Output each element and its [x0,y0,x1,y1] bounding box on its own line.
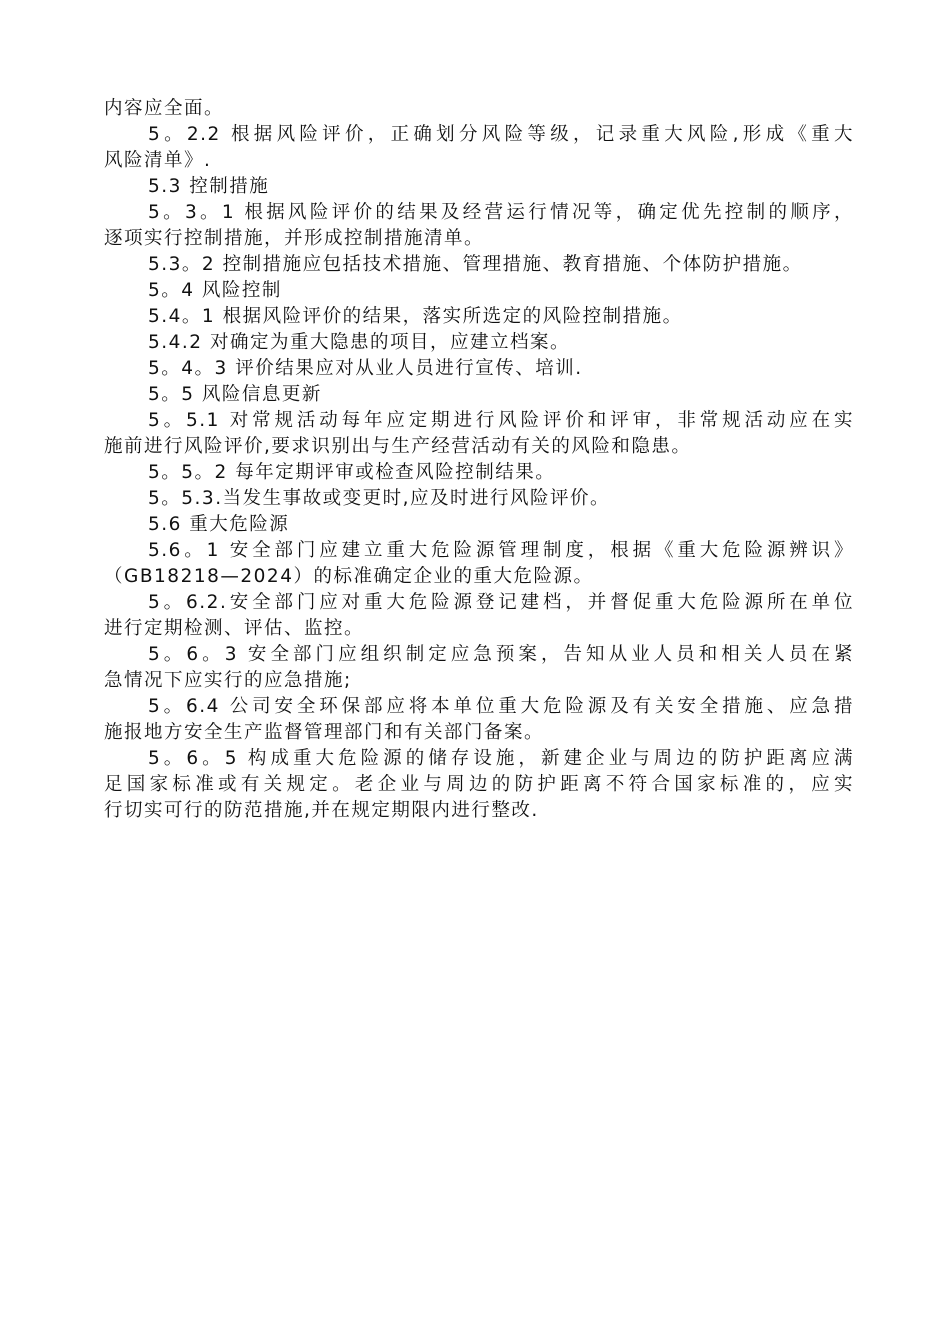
text-line: 施前进行风险评价,要求识别出与生产经营活动有关的风险和隐患。 [104,436,692,457]
text-line: 5.6 重大危险源 [148,514,290,535]
text-line: 5。5.1 对常规活动每年应定期进行风险评价和评审，非常规活动应在实 [148,410,854,431]
text-line: 5。5 风险信息更新 [148,384,322,405]
text-line: 内容应全面。 [104,98,225,119]
text-line: 急情况下应实行的应急措施; [104,670,352,691]
text-line: 5。4。3 评价结果应对从业人员进行宣传、培训. [148,358,583,379]
text-line: 5.4。1 根据风险评价的结果，落实所选定的风险控制措施。 [148,306,683,327]
document-body [104,96,854,824]
text-line: 足国家标准或有关规定。老企业与周边的防护距离不符合国家标准的，应实 [104,774,854,795]
text-line: 5。3。1 根据风险评价的结果及经营运行情况等，确定优先控制的顺序， [148,202,854,223]
text-line: 逐项实行控制措施，并形成控制措施清单。 [104,228,485,249]
text-line: 风险清单》. [104,150,212,171]
text-line: 5。6.4 公司安全环保部应将本单位重大危险源及有关安全措施、应急措 [148,696,854,717]
text-line: 施报地方安全生产监督管理部门和有关部门备案。 [104,722,545,743]
text-line: 5。2.2 根据风险评价，正确划分风险等级，记录重大风险,形成《重大 [148,124,854,145]
text-line: 5.6。1 安全部门应建立重大危险源管理制度，根据《重大危险源辨识》 [148,540,854,561]
text-line: 5。5。2 每年定期评审或检查风险控制结果。 [148,462,556,483]
text-line: 5。6。3 安全部门应组织制定应急预案，告知从业人员和相关人员在紧 [148,644,854,665]
text-line: 行切实可行的防范措施,并在规定期限内进行整改. [104,800,539,821]
text-line: 进行定期检测、评估、监控。 [104,618,365,639]
text-line: （GB18218—2024）的标准确定企业的重大危险源。 [104,566,594,587]
text-line: 5.3 控制措施 [148,176,270,197]
text-line: 5。5.3.当发生事故或变更时,应及时进行风险评价。 [148,488,610,509]
text-line: 5。6。5 构成重大危险源的储存设施，新建企业与周边的防护距离应满 [148,748,854,769]
text-line: 5.4.2 对确定为重大隐患的项目，应建立档案。 [148,332,570,353]
text-line: 5.3。2 控制措施应包括技术措施、管理措施、教育措施、个体防护措施。 [148,254,803,275]
text-line: 5。4 风险控制 [148,280,282,301]
text-line: 5。6.2.安全部门应对重大危险源登记建档，并督促重大危险源所在单位 [148,592,854,613]
